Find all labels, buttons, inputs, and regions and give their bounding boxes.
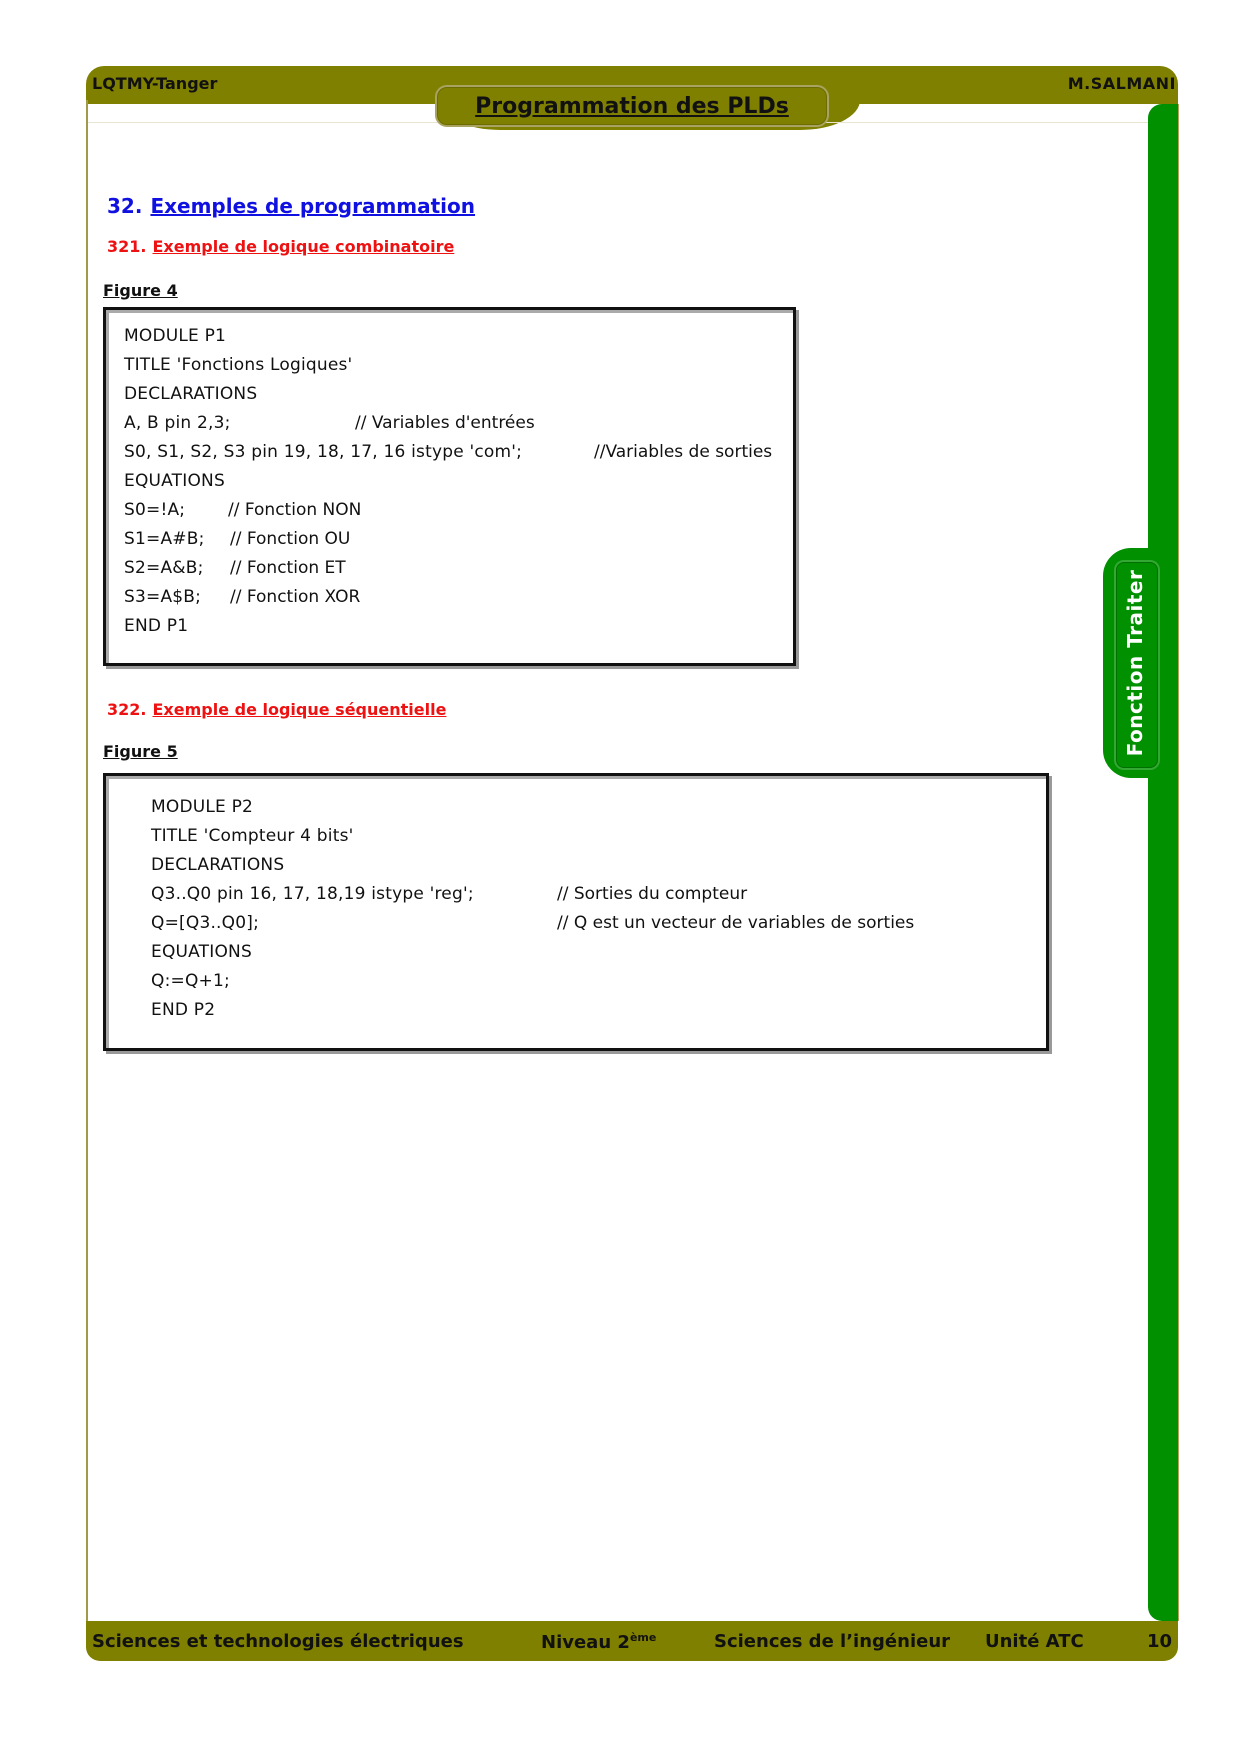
subsection-title: Exemple de logique séquentielle bbox=[152, 700, 447, 719]
code-comment: // Fonction XOR bbox=[230, 587, 361, 607]
code-comment: // Variables d'entrées bbox=[355, 413, 535, 433]
green-side-bar bbox=[1148, 104, 1178, 1621]
code-line: END P1 bbox=[124, 616, 189, 636]
subsection-heading-322 bbox=[107, 700, 446, 719]
subsection-number: 321. bbox=[107, 237, 147, 256]
code-comment: // Fonction ET bbox=[230, 558, 346, 578]
code-line: DECLARATIONS bbox=[124, 384, 258, 404]
author-name: M.SALMANI bbox=[1067, 74, 1176, 93]
code-line: EQUATIONS bbox=[124, 471, 225, 491]
footer-level-sup: ème bbox=[629, 1631, 657, 1644]
subsection-number: 322. bbox=[107, 700, 147, 719]
code-line: DECLARATIONS bbox=[151, 855, 285, 875]
section-heading bbox=[107, 194, 475, 218]
figure-4-label: Figure 4 bbox=[103, 281, 178, 300]
footer-subject: Sciences de l’ingénieur bbox=[714, 1631, 951, 1652]
code-comment: //Variables de sorties bbox=[594, 442, 773, 462]
footer-level-text: Niveau 2 bbox=[541, 1632, 630, 1653]
page-number: 10 bbox=[1147, 1631, 1173, 1652]
code-comment: // Fonction OU bbox=[230, 529, 351, 549]
code-line: MODULE P2 bbox=[151, 797, 254, 817]
code-line: END P2 bbox=[151, 1000, 216, 1020]
code-line: TITLE 'Compteur 4 bits' bbox=[151, 826, 354, 846]
figure-5-label: Figure 5 bbox=[103, 742, 178, 761]
side-tab-label: Fonction Traiter bbox=[1123, 569, 1147, 757]
footer-level bbox=[541, 1631, 656, 1653]
section-title: Exemples de programmation bbox=[150, 194, 476, 218]
code-line: TITLE 'Fonctions Logiques' bbox=[124, 355, 353, 375]
code-line: MODULE P1 bbox=[124, 326, 227, 346]
page-title: Programmation des PLDs bbox=[475, 93, 789, 119]
code-comment: // Fonction NON bbox=[228, 500, 362, 520]
code-line: S1=A#B; bbox=[124, 529, 205, 549]
code-line: Q3..Q0 pin 16, 17, 18,19 istype 'reg'; bbox=[151, 884, 474, 904]
page-title-box bbox=[435, 85, 829, 127]
left-margin-rule bbox=[86, 100, 88, 1625]
section-number: 32. bbox=[107, 194, 143, 218]
code-line: S2=A&B; bbox=[124, 558, 204, 578]
code-line: S0=!A; bbox=[124, 500, 186, 520]
code-line: S0, S1, S2, S3 pin 19, 18, 17, 16 istype 'com'; bbox=[124, 442, 523, 462]
code-comment: // Q est un vecteur de variables de sorties bbox=[557, 913, 915, 933]
subsection-heading-321 bbox=[107, 237, 454, 256]
code-line: S3=A$B; bbox=[124, 587, 202, 607]
right-margin-rule bbox=[1178, 104, 1179, 1621]
footer-field: Sciences et technologies électriques bbox=[92, 1631, 464, 1652]
school-name: LQTMY-Tanger bbox=[92, 74, 218, 93]
code-line: A, B pin 2,3; bbox=[124, 413, 231, 433]
code-line: Q=[Q3..Q0]; bbox=[151, 913, 260, 933]
code-line: EQUATIONS bbox=[151, 942, 252, 962]
code-line: Q:=Q+1; bbox=[151, 971, 230, 991]
footer-unit: Unité ATC bbox=[985, 1631, 1084, 1652]
subsection-title: Exemple de logique combinatoire bbox=[152, 237, 455, 256]
code-comment: // Sorties du compteur bbox=[557, 884, 748, 904]
